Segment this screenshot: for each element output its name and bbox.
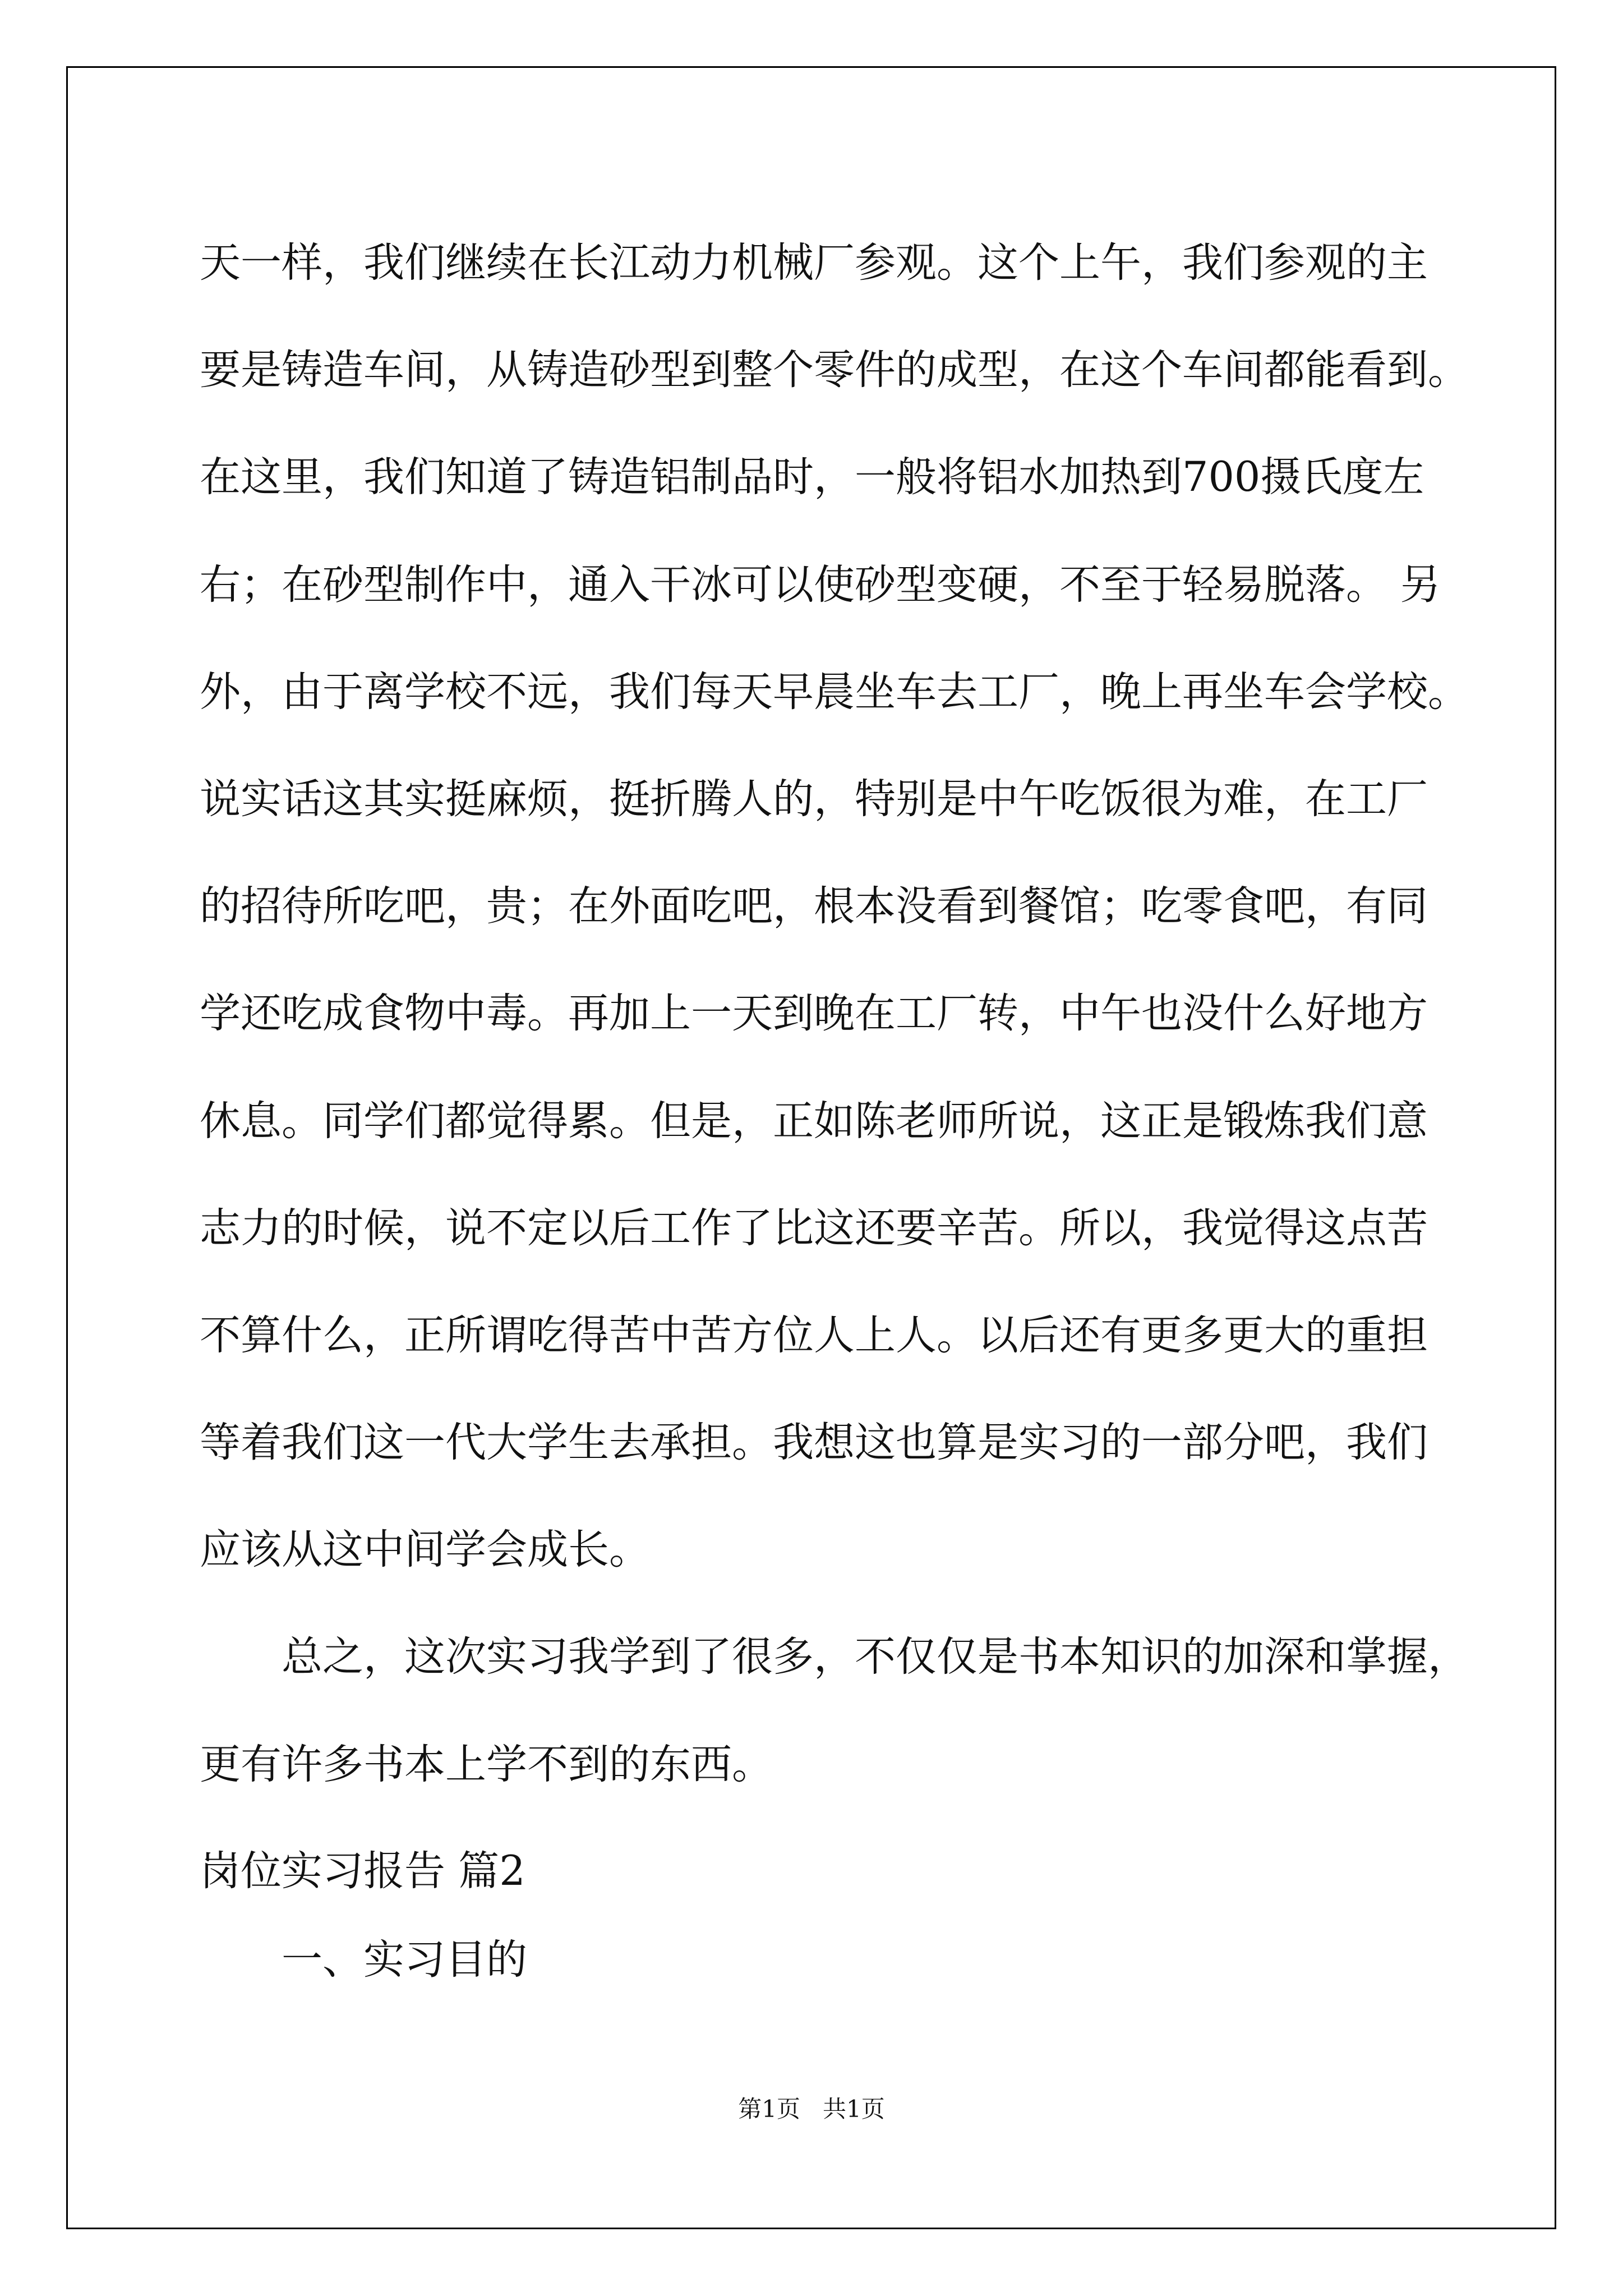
paragraph-line: 总之，这次实习我学到了很多，不仅仅是书本知识的加深和掌握， (282, 1633, 1469, 1681)
paragraph-line: 不算什么，正所谓吃得苦中苦方位人上人。以后还有更多更大的重担 (200, 1311, 1428, 1359)
paragraph-line: 在这里，我们知道了铸造铝制品时，一般将铝水加热到700摄氏度左 (200, 453, 1424, 501)
paragraph-line: 说实话这其实挺麻烦，挺折腾人的，特别是中午吃饭很为难，在工厂 (200, 775, 1428, 823)
paragraph-line: 外，由于离学校不远，我们每天早晨坐车去工厂，晚上再坐车会学校。 (200, 668, 1469, 716)
paragraph-line: 应该从这中间学会成长。 (200, 1526, 650, 1574)
paragraph-line: 的招待所吃吧，贵；在外面吃吧，根本没看到餐馆；吃零食吧，有同 (200, 882, 1428, 931)
paragraph-line: 学还吃成食物中毒。再加上一天到晚在工厂转，中午也没什么好地方 (200, 990, 1428, 1038)
paragraph-line: 志力的时候，说不定以后工作了比这还要辛苦。所以，我觉得这点苦 (200, 1204, 1428, 1252)
paragraph-line: 更有许多书本上学不到的东西。 (200, 1740, 773, 1788)
paragraph-line: 要是铸造车间，从铸造砂型到整个零件的成型，在这个车间都能看到。 (200, 346, 1469, 394)
paragraph-line: 右；在砂型制作中，通入干冰可以使砂型变硬，不至于轻易脱落。 另 (200, 560, 1441, 609)
section-title: 岗位实习报告 篇2 (200, 1847, 525, 1895)
paragraph-line: 休息。同学们都觉得累。但是，正如陈老师所说，这正是锻炼我们意 (200, 1097, 1428, 1145)
subsection-title: 一、实习目的 (282, 1936, 527, 1984)
paragraph-line: 等着我们这一代大学生去承担。我想这也算是实习的一部分吧，我们 (200, 1419, 1428, 1467)
paragraph-line: 天一样，我们继续在长江动力机械厂参观。这个上午，我们参观的主 (200, 239, 1428, 287)
page-number-footer: 第1页 共1页 (738, 2095, 885, 2123)
document-body (200, 209, 1469, 1818)
